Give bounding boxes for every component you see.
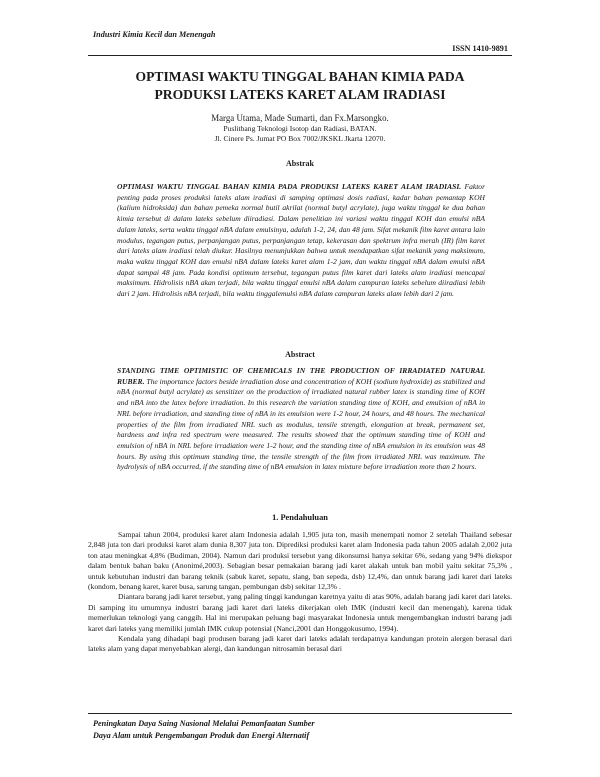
header-rule [88,55,512,56]
paragraph: Sampai tahun 2004, produksi karet alam Indonesia adalah 1,905 juta ton, masih menempati nomor 2 setelah Thailand sebesar 2,848 juta ton dari produksi karet alam dunia 8,307 juta ton. Diprediksi produksi karet alam Indonesia pada tahun 2005 adalah 2,002 juta ton atau meningkat 4,8% (Budiman, 2004). Namun dari produksi tersebut yang dikonsumsi hanya sekitar 6%, sedang yang 94% diekspor dalam bentuk bahan baku (Anonimé,2003). Sebagian besar pemakaian barang jadi karet alakah untuk ban mobil yaitu sekitar 75,3% , untuk kebutuhan industri dan barang teknik (sabuk karet, sepatu, slang, ban sepeda, dsb) 12,4%, dan untuk barang jadi karet dari lateks (kondom, benang karet, karet busa, sarung tangan, pembungan dsb) sekitar 12,3% . [88,530,512,592]
abstrak-text: Faktor penting pada proses produksi lateks alam iradiasi di samping optimasi dosis radiasi, kadar bahan pemantap KOH (kalium hidroksida) dan bahan pemeka normal butil akrilat (normal butyl acrylate), juga waktu tinggal ke dua bahan kimia tersebut di dalam lateks sebelum diiradiasi. Dalam penelitian ini variasi waktu tinggal KOH dan emulsi nBA dalam lateks, serta waktu tinggal nBA dalam emulsinya, adalah 1-2, 24, dan 48 jam. Sifat mekanik film karet antara lain modulus, tegangan putus, perpanjangan putus, perpanjangan tetap, kekerasan dan spektrum infra merah (IR) film karet dari lateks alam iradiasi telah diukur. Hasilnya menunjukkan bahwa untuk mendapatkan sifat mekanik yang maksimum, maka waktu tinggal KOH dan emulsi nBA dalam lateks karet alam 1-2 jam, dan waktu tinggal nBA dalam emulsi nBA dapat sampai 48 jam. Pada kondisi optimum tersebut, tegangan putus film karet dari lateks alam iradiasi mencapai maksimum. Hidrolisis nBA akan terjadi, bila waktu tinggal emulsi nBA dalam campuran lateks sebelum diiradiasi lebih dari 2 jam. Hidrolisis nBA terjadi, bila waktu tinggalemulsi nBA dalam campuran lateks alam lebih dari 2 jam. [117,182,486,299]
abstrak-heading: Abstrak [285,159,314,168]
abstract-text: The importance factors beside irradiation dose and concentration of KOH (sodium hydroxide) as stabilized and nBA (normal butyl acrylate) as sensitizer on the production of irradiated natural rubber latex is standing time of KOH and nBA into the latex before irradiation. In this research the variation standing time of KOH, and emulsion of nBA in NRL before irradiation, and standing time of nBA in its emulsion were 1-2 hour, 24 hours, and 48 hours. The mechanical properties of the film from irradiated NRL such as modulus, tensile strength, elongation at break, permanent set, hardness and infra red spectrum were measured. The results showed that the optimum standing time of KOH and emulsion of nBA in NRL before irradiation were 1-2 hour, and the standing time of nBA emulsion in its emulsion was 48 hours. By using this optimum standing time, the tensile strength of the film from irradiated NRL was maximum. The hydrolysis of nBA occurred, if the standing time of nBA emulsion in latex mixture before irradiation more than 2 hours. [117,376,486,472]
paper-title [88,68,512,104]
issn-number: ISSN 1410-9891 [452,44,508,53]
abstract-lead: STANDING TIME OPTIMISTIC OF CHEMICALS IN THE PRODUCTION OF IRRADIATED NATURAL RUBER. [117,366,485,386]
paragraph: Diantara barang jadi karet tersebut, yang paling tinggi kandungan karetnya yaitu di atas 90%, adalah barang jadi karet dari lateks. Di samping itu umumnya industri barang jadi karet dari lateks dikerjakan oleh IMK (industri kecil dan menengah), karena tidak memerlukan teknologi yang canggih. Hal ini merupakan peluang bagi masyarakat Indonesia untuk mengembangkan industri barang jadi karet dari lateks yang memiliki jumlah IMK cukup potensial (Nanci,2001 dan Honggokusumo, 1994). [88,592,512,633]
abstrak-body [117,182,485,300]
journal-name: Industri Kimia Kecil dan Menengah [93,30,216,39]
author-names: Marga Utama, Made Sumarti, dan Fx.Marsongko. [211,113,389,123]
footer-line-2: Daya Alam untuk Pengembangan Produk dan Energi Alternatif [93,730,310,740]
footer-rule [88,713,512,714]
abstract-heading: Abstract [285,350,315,359]
abstrak-lead: OPTIMASI WAKTU TINGGAL BAHAN KIMIA PADA PRODUKSI LATEKS KARET ALAM IRADIASI. [117,182,462,191]
abstract-body [117,366,485,473]
paper-title-line-2: PRODUKSI LATEKS KARET ALAM IRADIASI [154,87,446,102]
section-heading: 1. Pendahuluan [272,513,328,522]
author-block [88,113,512,145]
section-body [88,530,512,655]
paragraph: Kendala yang dihadapi bagi produsen barang jadi karet dari lateks adalah terdapatnya kandungan protein alergen berasal dari lateks alam yang dapat menyebabkan alergi, dan kandungan nitrosamin berasal dari [88,634,512,654]
page-footer [93,718,315,741]
author-affiliation: Puslitbang Teknologi Isotop dan Radiasi, BATAN. [223,123,377,133]
footer-line-1: Peningkatan Daya Saing Nasional Melalui Pemanfaatan Sumber [93,719,315,728]
paper-title-line-1: OPTIMASI WAKTU TINGGAL BAHAN KIMIA PADA [135,69,465,84]
author-address: Jl. Cinere Ps. Jumat PO Box 7002/JKSKL Jkarta 12070. [214,134,386,143]
